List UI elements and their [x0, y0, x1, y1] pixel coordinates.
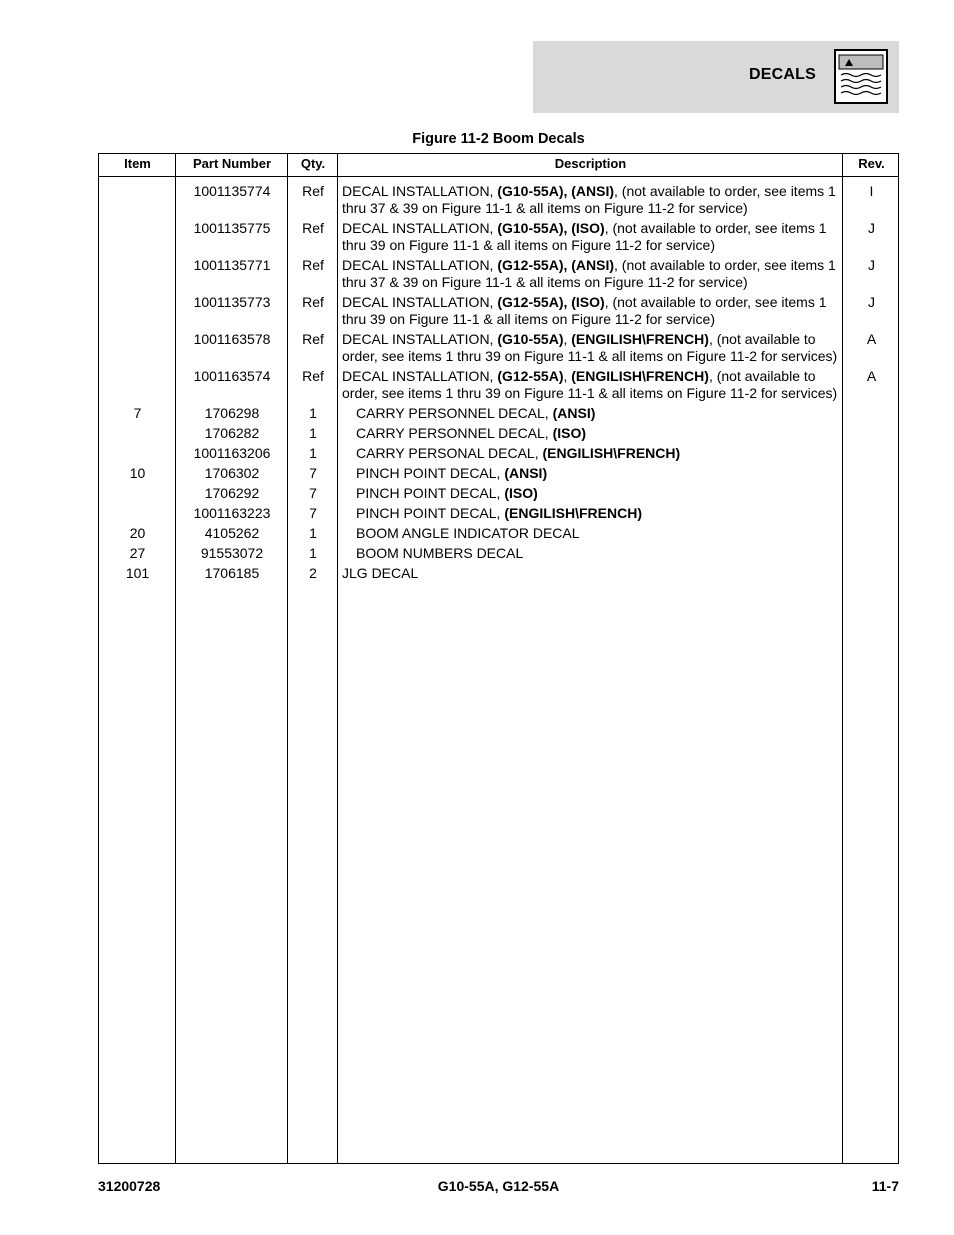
- description-segment: DECAL INSTALLATION,: [342, 220, 498, 236]
- description-segment: , (not available to order, see items 1 thru 39 on Figure 11-1 & all items on Figure 11-2 for service): [342, 294, 827, 327]
- description-segment: PINCH POINT DECAL,: [356, 465, 505, 481]
- table-row: [99, 257, 898, 294]
- table-row: [99, 545, 898, 565]
- quantity: 1: [309, 545, 317, 561]
- description: [338, 525, 843, 542]
- description-segment: CARRY PERSONNEL DECAL,: [356, 425, 553, 441]
- column-header-qty: Qty.: [300, 156, 326, 171]
- page-number: 11-7: [871, 1178, 899, 1194]
- description-segment: DECAL INSTALLATION,: [342, 368, 498, 384]
- quantity: Ref: [302, 331, 324, 347]
- revision: J: [868, 294, 875, 310]
- decal-sheet-icon: [834, 49, 888, 104]
- description: [338, 220, 843, 254]
- header-divider: [99, 176, 898, 177]
- description-segment: , (not available to order, see items 1 thru 37 & 39 on Figure 11-1 & all items on Figure 11-2 for service): [342, 257, 836, 290]
- description-bold-segment: (ENGILISH\FRENCH): [542, 445, 681, 461]
- description-bold-segment: (ENGILISH\FRENCH): [571, 368, 709, 384]
- description: [338, 465, 843, 482]
- table-row: [99, 505, 898, 525]
- description-segment: CARRY PERSONNEL DECAL,: [356, 405, 553, 421]
- table-row: [99, 294, 898, 331]
- description: [338, 368, 843, 402]
- item-number: 20: [129, 525, 146, 541]
- quantity: Ref: [302, 368, 324, 384]
- description-bold-segment: (ISO): [552, 425, 587, 441]
- part-number: 1001163206: [193, 445, 271, 461]
- table-row: [99, 331, 898, 368]
- description-segment: JLG DECAL: [342, 565, 419, 581]
- part-number: 1001135773: [193, 294, 271, 310]
- description-segment: ,: [563, 368, 572, 384]
- doc-number: 31200728: [98, 1178, 161, 1194]
- section-header: [533, 41, 899, 113]
- description-segment: , (not available to order, see items 1 thru 39 on Figure 11-1 & all items on Figure 11-2 for services): [342, 331, 838, 364]
- table-row: [99, 220, 898, 257]
- description: [338, 445, 843, 462]
- table-row: [99, 445, 898, 465]
- description-bold-segment: (G12-55A): [497, 368, 564, 384]
- description: [338, 183, 843, 217]
- revision: J: [868, 257, 875, 273]
- quantity: 1: [309, 445, 317, 461]
- column-header-part-number: Part Number: [192, 156, 272, 171]
- table-row: [99, 465, 898, 485]
- quantity: Ref: [302, 257, 324, 273]
- description-bold-segment: (ENGILISH\FRENCH): [504, 505, 642, 521]
- section-title: DECALS: [749, 66, 816, 83]
- table-row: [99, 565, 898, 585]
- description-segment: CARRY PERSONAL DECAL,: [356, 445, 543, 461]
- description-segment: PINCH POINT DECAL,: [356, 505, 505, 521]
- description-bold-segment: (G10-55A), (ANSI): [497, 183, 615, 199]
- part-number: 1001163578: [193, 331, 271, 347]
- column-header-rev: Rev.: [858, 156, 885, 171]
- quantity: 1: [309, 405, 317, 421]
- description: [338, 485, 843, 502]
- part-number: 1001163574: [193, 368, 271, 384]
- description: [338, 405, 843, 422]
- part-number: 1001135775: [193, 220, 271, 236]
- quantity: 7: [309, 485, 317, 501]
- description-bold-segment: (ANSI): [504, 465, 548, 481]
- description-segment: DECAL INSTALLATION,: [342, 257, 498, 273]
- description-bold-segment: (G12-55A), (ANSI): [497, 257, 615, 273]
- description-bold-segment: (G10-55A): [497, 331, 564, 347]
- part-number: 1001135774: [193, 183, 271, 199]
- quantity: Ref: [302, 294, 324, 310]
- column-header-item: Item: [124, 156, 151, 171]
- parts-table: [98, 153, 899, 1164]
- description-segment: DECAL INSTALLATION,: [342, 331, 498, 347]
- part-number: 1706302: [204, 465, 260, 481]
- description: [338, 505, 843, 522]
- table-row: [99, 183, 898, 220]
- description-bold-segment: (G12-55A), (ISO): [497, 294, 605, 310]
- description-segment: , (not available to order, see items 1 thru 37 & 39 on Figure 11-1 & all items on Figure 11-2 for service): [342, 183, 836, 216]
- quantity: Ref: [302, 220, 324, 236]
- revision: A: [866, 368, 877, 384]
- quantity: 1: [309, 525, 317, 541]
- quantity: 1: [309, 425, 317, 441]
- description-segment: DECAL INSTALLATION,: [342, 183, 498, 199]
- revision: J: [868, 220, 875, 236]
- description-bold-segment: (ISO): [504, 485, 538, 501]
- item-number: 101: [125, 565, 150, 581]
- description-segment: ,: [563, 331, 572, 347]
- part-number: 1706282: [204, 425, 260, 441]
- table-row: [99, 485, 898, 505]
- part-number: 1706185: [204, 565, 260, 581]
- item-number: 27: [129, 545, 146, 561]
- item-number: 10: [129, 465, 146, 481]
- description: [338, 545, 843, 562]
- description-segment: BOOM NUMBERS DECAL: [356, 545, 524, 561]
- description: [338, 565, 843, 582]
- part-number: 91553072: [200, 545, 264, 561]
- description-segment: BOOM ANGLE INDICATOR DECAL: [356, 525, 580, 541]
- quantity: 2: [309, 565, 317, 581]
- table-row: [99, 405, 898, 425]
- revision: I: [869, 183, 874, 199]
- quantity: Ref: [302, 183, 324, 199]
- description: [338, 294, 843, 328]
- column-header-description: Description: [554, 156, 627, 171]
- description: [338, 425, 843, 442]
- description-bold-segment: (G10-55A), (ISO): [497, 220, 605, 236]
- description-segment: DECAL INSTALLATION,: [342, 294, 498, 310]
- description-bold-segment: (ANSI): [552, 405, 596, 421]
- table-row: [99, 425, 898, 445]
- table-row: [99, 368, 898, 405]
- description-bold-segment: (ENGILISH\FRENCH): [571, 331, 709, 347]
- model-names: G10-55A, G12-55A: [437, 1178, 560, 1194]
- part-number: 1706298: [204, 405, 260, 421]
- table-row: [99, 525, 898, 545]
- part-number: 1001135771: [193, 257, 271, 273]
- description-segment: , (not available to order, see items 1 thru 39 on Figure 11-1 & all items on Figure 11-2 for service): [342, 220, 827, 253]
- part-number: 1001163223: [193, 505, 271, 521]
- description-segment: , (not available to order, see items 1 thru 39 on Figure 11-1 & all items on Figure 11-2 for services): [342, 368, 838, 401]
- quantity: 7: [309, 505, 317, 521]
- item-number: 7: [133, 405, 142, 421]
- description: [338, 257, 843, 291]
- quantity: 7: [309, 465, 317, 481]
- description: [338, 331, 843, 365]
- description-segment: PINCH POINT DECAL,: [356, 485, 505, 501]
- figure-title: Figure 11-2 Boom Decals: [412, 131, 585, 147]
- part-number: 4105262: [204, 525, 260, 541]
- part-number: 1706292: [204, 485, 260, 501]
- revision: A: [866, 331, 877, 347]
